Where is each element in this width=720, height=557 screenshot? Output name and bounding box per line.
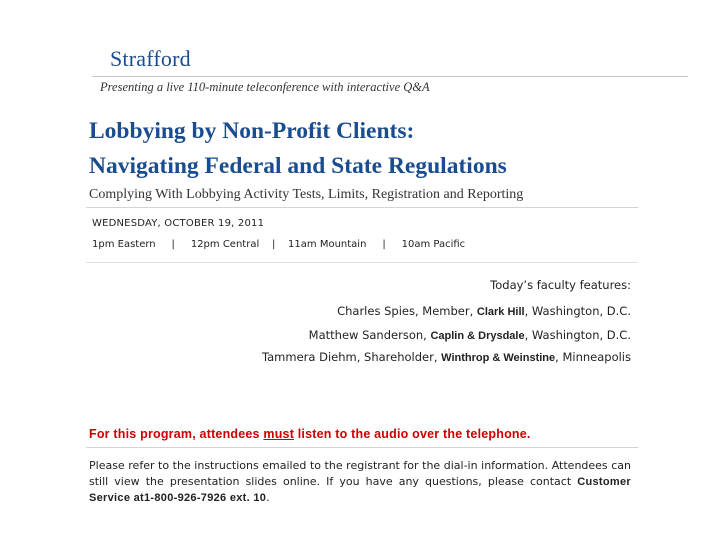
instructions-end: . [266,491,270,504]
time-separator: | [382,239,386,250]
faculty-intro: Today’s faculty features: [490,278,631,292]
audio-notice [89,427,531,441]
notice-text: For this program, attendees [89,427,264,441]
event-times [92,239,465,250]
title-line-2: Navigating Federal and State Regulations [89,153,507,179]
faculty-member [309,328,631,342]
header-divider [92,76,688,77]
time-pacific: 10am Pacific [401,239,466,250]
time-separator: | [271,239,276,250]
faculty-firm: Caplin & Drysdale [430,330,525,342]
time-central: 12pm Central [190,239,260,250]
faculty-name: Tammera Diehm, Shareholder, [262,350,438,364]
tagline: Presenting a live 110-minute teleconference with interactive Q&A [100,80,430,94]
notice-text-end: listen to the audio over the telephone. [294,427,531,441]
dial-in-instructions [89,458,631,506]
faculty-firm: Clark Hill [476,306,525,318]
title-line-1: Lobbying by Non-Profit Clients: [89,118,415,144]
time-separator: | [171,239,175,250]
faculty-name: Matthew Sanderson, [308,328,427,342]
notice-emphasis: must [263,427,295,441]
time-eastern: 1pm Eastern [92,239,156,250]
customer-service-contact: Customer Service at1-800-926-7926 ext. 10 [89,476,631,504]
event-date: WEDNESDAY, OCTOBER 19, 2011 [92,218,265,229]
schedule-divider [86,262,638,263]
strafford-logo: Strafford [110,46,191,71]
title-divider [86,207,638,208]
faculty-location: , Washington, D.C. [524,304,631,318]
faculty-name: Charles Spies, Member, [337,304,474,318]
faculty-firm: Winthrop & Weinstine [441,352,556,364]
time-mountain: 11am Mountain [288,239,367,250]
notice-divider [86,447,638,448]
faculty-location: , Minneapolis [555,350,631,364]
faculty-location: , Washington, D.C. [524,328,631,342]
faculty-member [262,350,631,364]
subtitle: Complying With Lobbying Activity Tests, Limits, Registration and Reporting [89,187,524,202]
faculty-member [337,304,631,318]
instructions-text: Please refer to the instructions emailed to the registrant for the dial-in information. Attendees can still view the presentation slides online. If you have any questions, please contact [89,459,631,488]
